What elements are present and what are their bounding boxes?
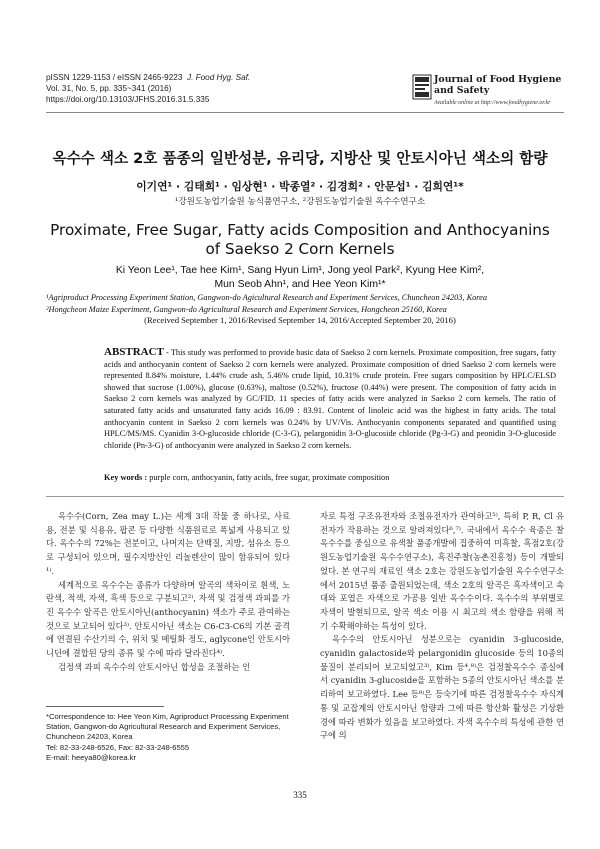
footnote-divider [46, 706, 164, 707]
header-meta [46, 72, 250, 105]
body-paragraph: 옥수수(Corn, Zea may L.)는 세계 3대 작물 중 하나로, 사료용, 전분 및 식용유, 팝콘 등 다양한 식품원료로 폭넓게 사용되고 있다. 옥수수의 72%는 전분이고, 나머지는 단백질, 지방, 섬유소 등으로 구성되어 있으며, 필수지방산인 리놀렌산이 많이 함유되어 있다¹⁾. [46, 511, 290, 576]
abstract-label: ABSTRACT [104, 346, 164, 358]
body-paragraph: 검정색 과피 옥수수의 안토시아닌 합성을 조절하는 인 [58, 661, 251, 672]
correspondence-footnote: *Correspondence to: Hee Yeon Kim, Agriproduct Processing Experiment Station, Gangwon-do Agricultural Research and Experiment Services, Chuncheon 24203, Korea Tel: 82-33-248-6526, Fax: 82-33-248-6555 E-mail: heeya80@korea.kr [46, 712, 294, 763]
english-title: Proximate, Free Sugar, Fatty acids Composition and Anthocyanins of Saekso 2 Corn Kernels [50, 221, 550, 258]
email-link[interactable]: E-mail: heeya80@korea.kr [46, 752, 137, 762]
english-affiliations: ¹Agriproduct Processing Experiment Station, Gangwon-do Agicultural Research and Experiment Services, Chuncheon 24203, Korea ²Hongcheon Maize Experiment, Gangwon-do Agricultural Research and Experiment Services, Hongcheon 25160, Korea [46, 293, 487, 314]
abstract-text: - This study was performed to provide basic data of Saekso 2 corn kernels. Proximate composition, free sugars, fatty acids and anthocyanin content of Saekso 2 corn kernels were analyzed. Proximate composition of dried Saekso 2 corn kernels were represented 8.84% moisture, 1.44% crude ash, 5.46% crude lipid, 10.31% crude protein. Free sugars composition by HPLC/ELSD showed that sucrose (1.00%), glucose (0.63%), maltose (0.52%), fructose (0.44%) were present. The composition of fatty acids in Saekso 2 corn kernels was analyzed by GC/FID. 11 species of fatty acids were analyzed in Saekso 2 corn kernels. The ratio of saturated fatty acids and unsaturated fatty acids 16.09 : 83.91. Content of linoleic acid was the highest in fatty acids. The total anthocyanin content in Saekso 2 corn kernels was 0.24% by UV/Vis. Anthocyanin components separated and quantified using HPLC/MS/MS. Cyanidin 3-O-glucoside chloride (C-3-G), pelargonidin 3-O-glucoside chloride (Pg-3-G) and peonidin 3-O-glucoside chloride (Pn-3-G) of anthocyanin were analyzed in Saekso 2 corn kernels. [104, 348, 556, 450]
journal-abbrev: J. Food Hyg. Saf. [186, 73, 251, 82]
korean-title: 옥수수 색소 2호 품종의 일반성분, 유리당, 지방산 및 안토시아닌 색소의 함량 [52, 150, 548, 167]
available-online[interactable]: Available online at http://www.foodhygiene.or.kr [434, 100, 551, 106]
keywords-label: Key words : [104, 473, 148, 482]
abstract [104, 347, 556, 451]
keywords [104, 473, 556, 482]
journal-masthead [412, 72, 564, 112]
page-number: 335 [293, 790, 307, 800]
abstract-divider [46, 496, 564, 497]
received-dates: (Received September 1, 2016/Revised September 14, 2016/Accepted September 20, 2016) [144, 315, 456, 325]
korean-affiliation: ¹강원도농업기술원 농식품연구소, ²강원도농업기술원 옥수수연구소 [174, 197, 426, 207]
keywords-text: purple corn, anthocyanin, fatty acids, free sugar, proximate composition [147, 473, 390, 482]
header-divider [46, 112, 564, 113]
journal-logo-icon [412, 74, 432, 100]
body-paragraph: 옥수수의 안토시아닌 성분으로는 cyanidin 3-glucoside, cyanidin galactoside와 pelargonidin glucoside 등의 10종의 물질이 분리되어 보고되었고³⁾, Kim 등⁴,⁸⁾은 검정찰옥수수 종실에서 cyanidin 3-glucoside을 포함하는 5종의 안토시아닌 색소를 분리하여 보고하였다. Lee 등⁹⁾은 등숙기에 따른 검정찰옥수수 자식계통 및 교잡계의 안토시아닌 함량과 그에 따른 항산화 활성은 기상환경에 따라 변화가 있음을 보고하였다. 자색 옥수수의 특성에 관한 연구에 의 [320, 634, 564, 741]
volume-info: Vol. 31, No. 5, pp. 335~341 (2016) [46, 84, 172, 93]
body-paragraph: 자로 특정 구조유전자와 조절유전자가 관여하고⁵⁾, 특히 P, R, Cl 유전자가 작용하는 것으로 알려져있다⁶,⁷⁾. 국내에서 옥수수 육종은 찰옥수수를 중심으로 유색찰 품종개발에 집중하여 미흑찰, 흑점2호(강원도농업기술원 옥수수연구소), 흑진주찰(농촌진흥청) 등이 개발되었다. 본 연구의 재료인 색소 2호는 강원도농업기술원 옥수수연구소에서 2015년 품종 출원되었는데, 색소 2호의 알곡은 흑자색이고 속대와 포엽은 자색으로 가공용 일반 옥수수이다. 옥수수의 부위별로 자색이 발현되므로, 알곡 색소 이용 시 최고의 색소 함량을 위해 적기 수확해야하는 특성이 있다. [320, 511, 564, 631]
issn: pISSN 1229-1153 / eISSN 2465-9223 [46, 73, 183, 82]
doi-link[interactable]: https://doi.org/10.13103/JFHS.2016.31.5.335 [46, 95, 210, 104]
body-column-right [320, 510, 564, 743]
body-column-left [46, 510, 290, 674]
korean-authors: 이기연¹ · 김태희¹ · 임상현¹ · 박종열² · 김경희² · 안문섭¹ · 김희연¹* [136, 180, 464, 193]
body-paragraph: 세계적으로 옥수수는 종류가 다양하며 알곡의 색차이로 흰색, 노란색, 적색, 자색, 흑색 등으로 구분되고²⁾, 자색 및 검정색 과피를 가진 옥수수 알곡은 안토시아닌(anthocyanin) 색소가 주로 관여하는 것으로 보고되어 있다³⁾. 안토시아닌 색소는 C6-C3-C6의 기본 골격에 연결된 수산기의 수, 위치 및 메틸화 정도, aglycone인 안토시아니딘에 결합된 당의 종류 및 수에 따라 달라진다⁴⁾. [46, 579, 290, 659]
english-authors: Ki Yeon Lee¹, Tae hee Kim¹, Sang Hyun Lim¹, Jong yeol Park², Kyung Hee Kim², Mun Seob Ahn¹, and Hee Yeon Kim¹* [115, 265, 485, 290]
journal-name: Journal of Food Hygiene and Safety [434, 74, 562, 96]
